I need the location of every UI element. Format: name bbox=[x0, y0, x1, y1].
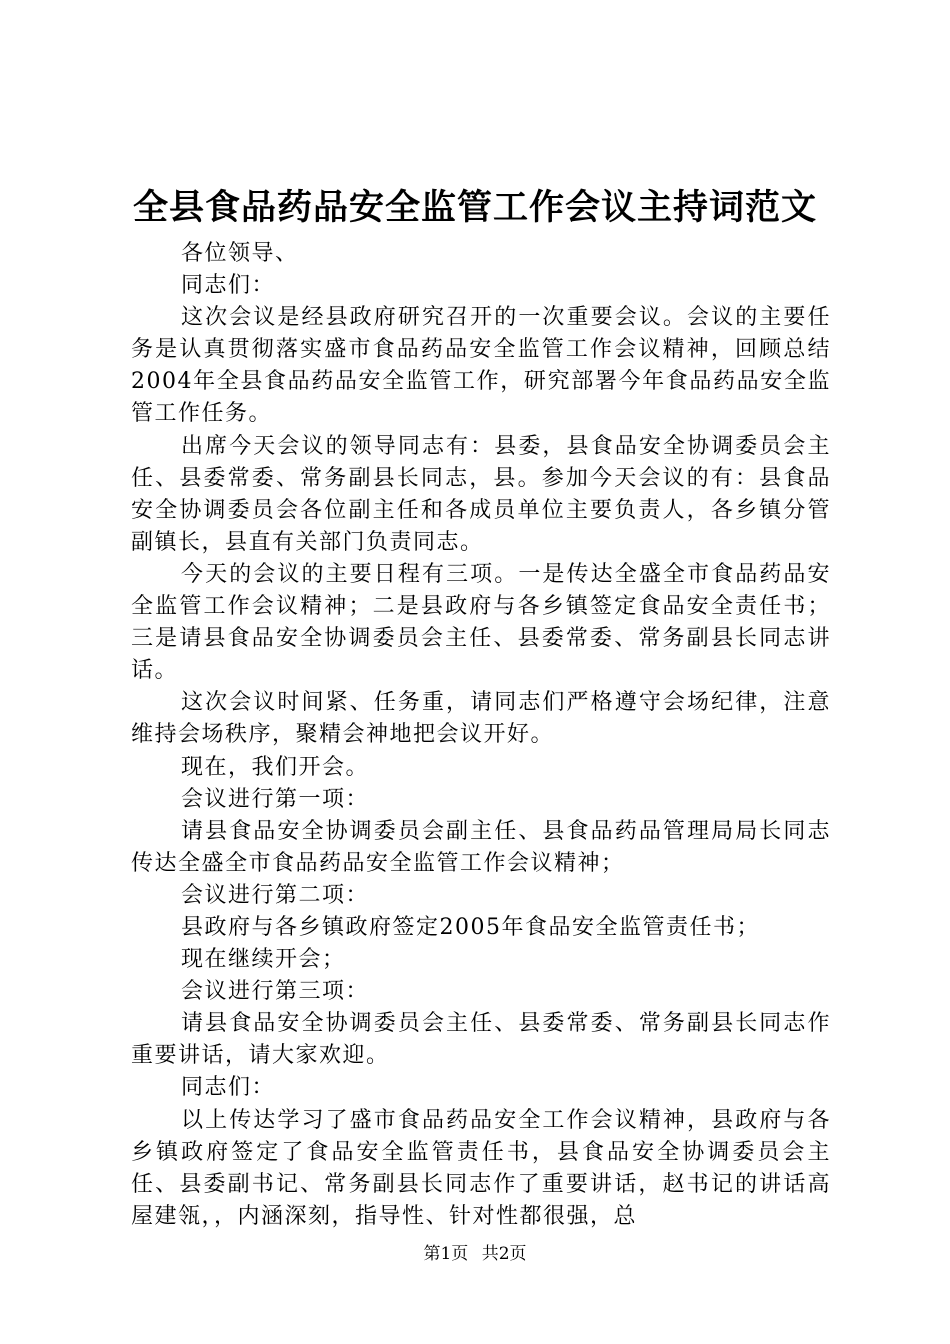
paragraph: 这次会议是经县政府研究召开的一次重要会议。会议的主要任务是认真贯彻落实盛市食品药品安全监管工作会议精神，回顾总结2004年全县食品药品安全监管工作，研究部署今年食品药品安全监管工作任务。 bbox=[131, 305, 831, 427]
paragraph: 这次会议时间紧、任务重，请同志们严格遵守会场纪律，注意维持会场秩序，聚精会神地把会议开好。 bbox=[131, 690, 831, 748]
paragraph: 会议进行第三项： bbox=[181, 979, 370, 1005]
paragraph: 会议进行第二项： bbox=[181, 882, 370, 908]
page-footer bbox=[0, 1242, 950, 1266]
paragraph: 出席今天会议的领导同志有：县委，县食品安全协调委员会主任、县委常委、常务副县长同志，县。参加今天会议的有：县食品安全协调委员会各位副主任和各成员单位主要负责人，各乡镇分管副镇长，县直有关部门负责同志。 bbox=[131, 433, 831, 555]
paragraph: 会议进行第一项： bbox=[181, 786, 370, 812]
document-body bbox=[131, 238, 831, 1233]
page-total: 共2页 bbox=[481, 1244, 527, 1264]
page-number: 第1页 bbox=[423, 1244, 469, 1264]
paragraph: 同志们： bbox=[181, 1075, 276, 1101]
paragraph: 请县食品安全协调委员会主任、县委常委、常务副县长同志作重要讲话，请大家欢迎。 bbox=[131, 1011, 831, 1069]
paragraph: 同志们： bbox=[181, 273, 276, 299]
paragraph: 请县食品安全协调委员会副主任、县食品药品管理局局长同志传达全盛全市食品药品安全监管工作会议精神； bbox=[131, 818, 831, 876]
paragraph: 现在继续开会； bbox=[181, 947, 346, 973]
paragraph: 现在，我们开会。 bbox=[181, 754, 370, 780]
document-title: 全县食品药品安全监管工作会议主持词范文 bbox=[132, 187, 817, 228]
paragraph: 各位领导、 bbox=[181, 241, 299, 266]
paragraph: 今天的会议的主要日程有三项。一是传达全盛全市食品药品安全监管工作会议精神；二是县政府与各乡镇签定食品安全责任书；三是请县食品安全协调委员会主任、县委常委、常务副县长同志讲话。 bbox=[131, 561, 831, 684]
paragraph: 以上传达学习了盛市食品药品安全工作会议精神，县政府与各乡镇政府签定了食品安全监管责任书，县食品安全协调委员会主任、县委副书记、常务副县长同志作了重要讲话，赵书记的讲话高屋建瓴，，内涵深刻，指导性、针对性都很强，总 bbox=[131, 1107, 831, 1229]
paragraph: 县政府与各乡镇政府签定2005年食品安全监管责任书； bbox=[181, 914, 760, 940]
